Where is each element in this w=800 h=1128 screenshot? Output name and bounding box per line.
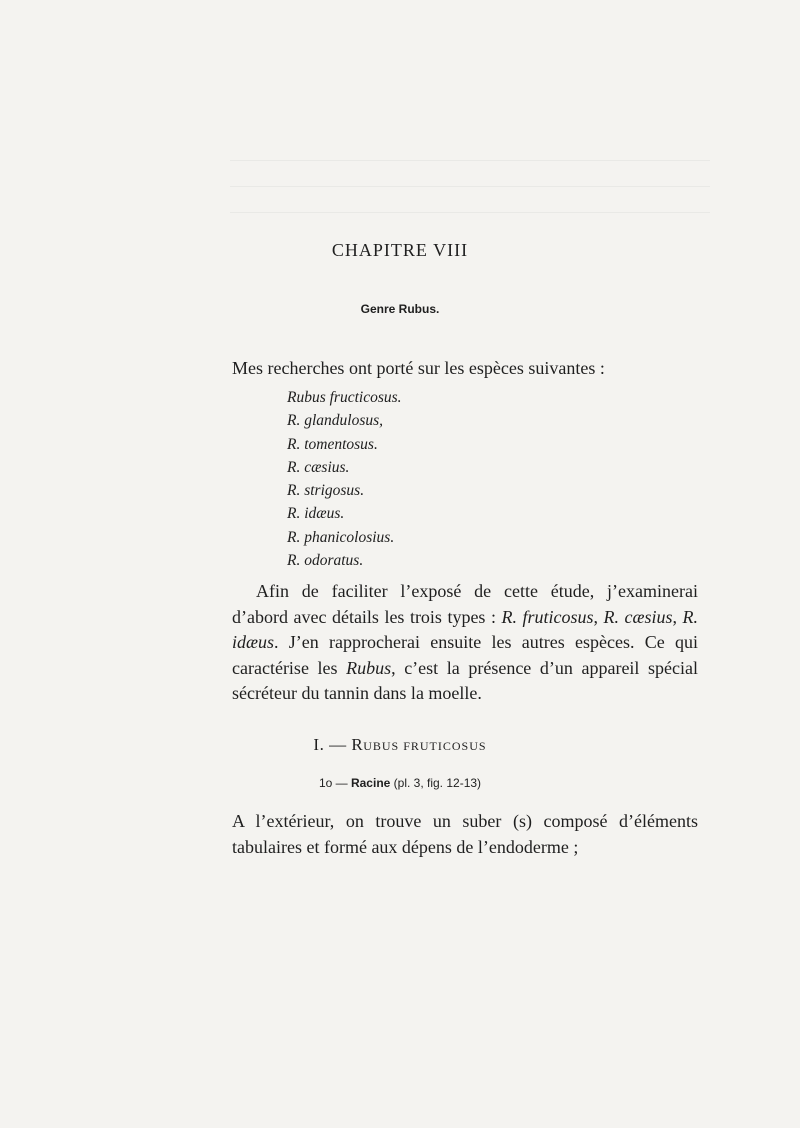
paragraph-text: , [672,606,683,627]
paragraph-text: Afin de faciliter l’exposé de cette étude, j’examinerai d’abord avec détails les trois types : [232,581,698,627]
species-name: R. fruticosus [501,606,594,627]
genus-name: Rubus [346,657,392,678]
paragraph-text: . J’en rapprocherai ensuite les autres espèces. Ce qui caractérise les [232,632,698,678]
section-title-rest: UBUS FRUTICOSUS [363,739,487,753]
genre-heading: Genre Rubus. [360,302,440,316]
section-heading [0,735,800,755]
bleed-through-line [230,160,710,161]
species-name: R. cæsius [603,606,673,627]
species-item: R. strigosus. [287,482,365,500]
species-item: R. glandulosus, [287,412,384,430]
subsection-heading [0,776,800,790]
species-name: R. idæus [232,606,699,652]
species-item: Rubus fructicosus. [287,389,402,406]
paragraph-text: , c’est la présence d’un appareil spécial sécréteur du tannin dans la moelle. [232,657,698,703]
paragraph-intro [232,579,698,707]
species-list [287,386,402,572]
section-title-initial: R [351,735,364,754]
intro-sentence: Mes recherches ont porté sur les espèces suivantes : [232,358,605,378]
species-item: R. odoratus. [287,552,364,570]
bleed-through-line [230,212,710,213]
plate-reference: (pl. 3, fig. 12-13) [390,776,482,790]
paragraph-text: , [593,606,604,627]
paragraph-racine [232,809,698,860]
species-item: R. idæus. [287,505,345,523]
bleed-through-line [230,186,710,187]
chapter-title: CHAPITRE VIII [331,240,469,260]
species-item: R. cæsius. [287,458,350,476]
species-item: R. tomentosus. [287,435,378,453]
section-number: I. — [313,735,352,754]
species-item: R. phanicolosius. [287,528,395,546]
paragraph-text: A l’extérieur, on trouve un suber (s) composé d’éléments tabulaires et formé aux dépens de l’endoderme ; [232,811,698,857]
subsection-number: 1o — [318,776,351,790]
subsection-title: Racine [350,776,391,790]
